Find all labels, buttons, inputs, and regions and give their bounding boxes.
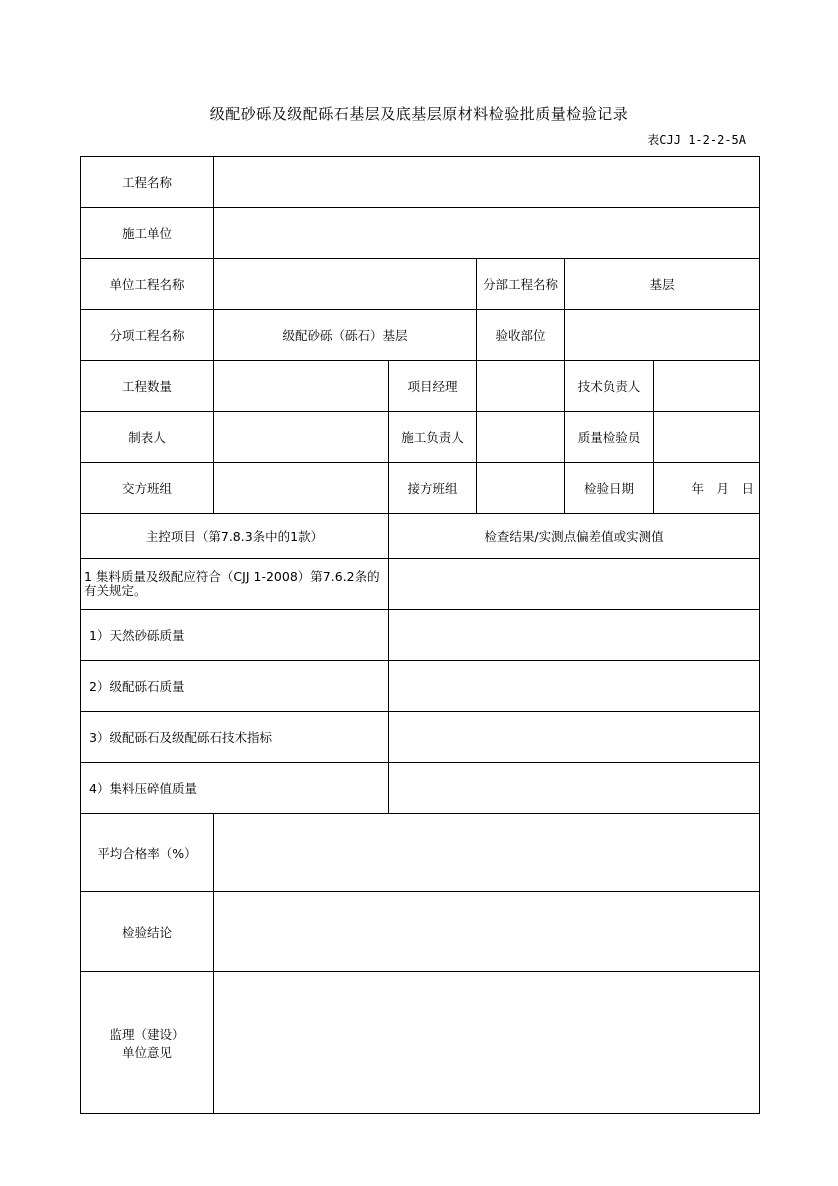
construction-lead-label: 施工负责人 [389,412,477,463]
row-quantity [81,361,760,412]
acceptance-part-label: 验收部位 [477,310,565,361]
receiving-team-field[interactable] [477,463,565,514]
row-subdivision [81,310,760,361]
item-result-field[interactable] [389,763,760,814]
table-row [81,610,760,661]
supervisor-label [81,972,214,1114]
pass-rate-field[interactable] [214,814,760,892]
conclusion-field[interactable] [214,892,760,972]
result-header: 检查结果/实测点偏差值或实测值 [389,514,760,559]
inspection-record-table [80,156,760,1114]
quantity-label: 工程数量 [81,361,214,412]
pass-rate-label: 平均合格率（%） [81,814,214,892]
handover-team-label: 交方班组 [81,463,214,514]
table-row [81,763,760,814]
tech-lead-label: 技术负责人 [565,361,654,412]
item-label: 4）集料压碎值质量 [81,763,389,814]
division-field[interactable]: 基层 [565,259,760,310]
subdivision-label: 分项工程名称 [81,310,214,361]
main-control-header: 主控项目（第7.8.3条中的1款） [81,514,389,559]
item-label: 2）级配砾石质量 [81,661,389,712]
row-conclusion [81,892,760,972]
item-result-field[interactable] [389,610,760,661]
row-construction-unit [81,208,760,259]
quality-inspector-label: 质量检验员 [565,412,654,463]
inspection-date-label: 检验日期 [565,463,654,514]
item-label: 3）级配砾石及级配砾石技术指标 [81,712,389,763]
receiving-team-label: 接方班组 [389,463,477,514]
unit-project-field[interactable] [214,259,477,310]
row-supervisor [81,972,760,1114]
row-project-name [81,157,760,208]
item-result-field[interactable] [389,712,760,763]
tabulator-field[interactable] [214,412,389,463]
subdivision-field[interactable]: 级配砂砾（砾石）基层 [214,310,477,361]
construction-unit-field[interactable] [214,208,760,259]
supervisor-opinion-field[interactable] [214,972,760,1114]
project-manager-label: 项目经理 [389,361,477,412]
quality-inspector-field[interactable] [654,412,760,463]
conclusion-label: 检验结论 [81,892,214,972]
quantity-field[interactable] [214,361,389,412]
supervisor-label-line1: 监理（建设） [109,1026,185,1042]
clause-text: 1 集料质量及级配应符合（CJJ 1-2008）第7.6.2条的有关规定。 [81,559,389,610]
row-clause [81,559,760,610]
tabulator-label: 制表人 [81,412,214,463]
row-unit-project [81,259,760,310]
construction-lead-field[interactable] [477,412,565,463]
unit-project-label: 单位工程名称 [81,259,214,310]
table-row [81,661,760,712]
inspection-date-field[interactable]: 年 月 日 [654,463,760,514]
document-title: 级配砂砾及级配砾石基层及底基层原材料检验批质量检验记录 [209,105,629,123]
table-row [81,712,760,763]
acceptance-part-field[interactable] [565,310,760,361]
row-teams [81,463,760,514]
handover-team-field[interactable] [214,463,389,514]
project-manager-field[interactable] [477,361,565,412]
construction-unit-label: 施工单位 [81,208,214,259]
row-main-control-header [81,514,760,559]
form-number: 表CJJ 1-2-2-5A [647,133,746,147]
project-name-label: 工程名称 [81,157,214,208]
tech-lead-field[interactable] [654,361,760,412]
division-label: 分部工程名称 [477,259,565,310]
project-name-field[interactable] [214,157,760,208]
row-pass-rate [81,814,760,892]
item-label: 1）天然砂砾质量 [81,610,389,661]
clause-result-field[interactable] [389,559,760,610]
row-tabulator [81,412,760,463]
item-result-field[interactable] [389,661,760,712]
supervisor-label-line2: 单位意见 [121,1044,172,1060]
